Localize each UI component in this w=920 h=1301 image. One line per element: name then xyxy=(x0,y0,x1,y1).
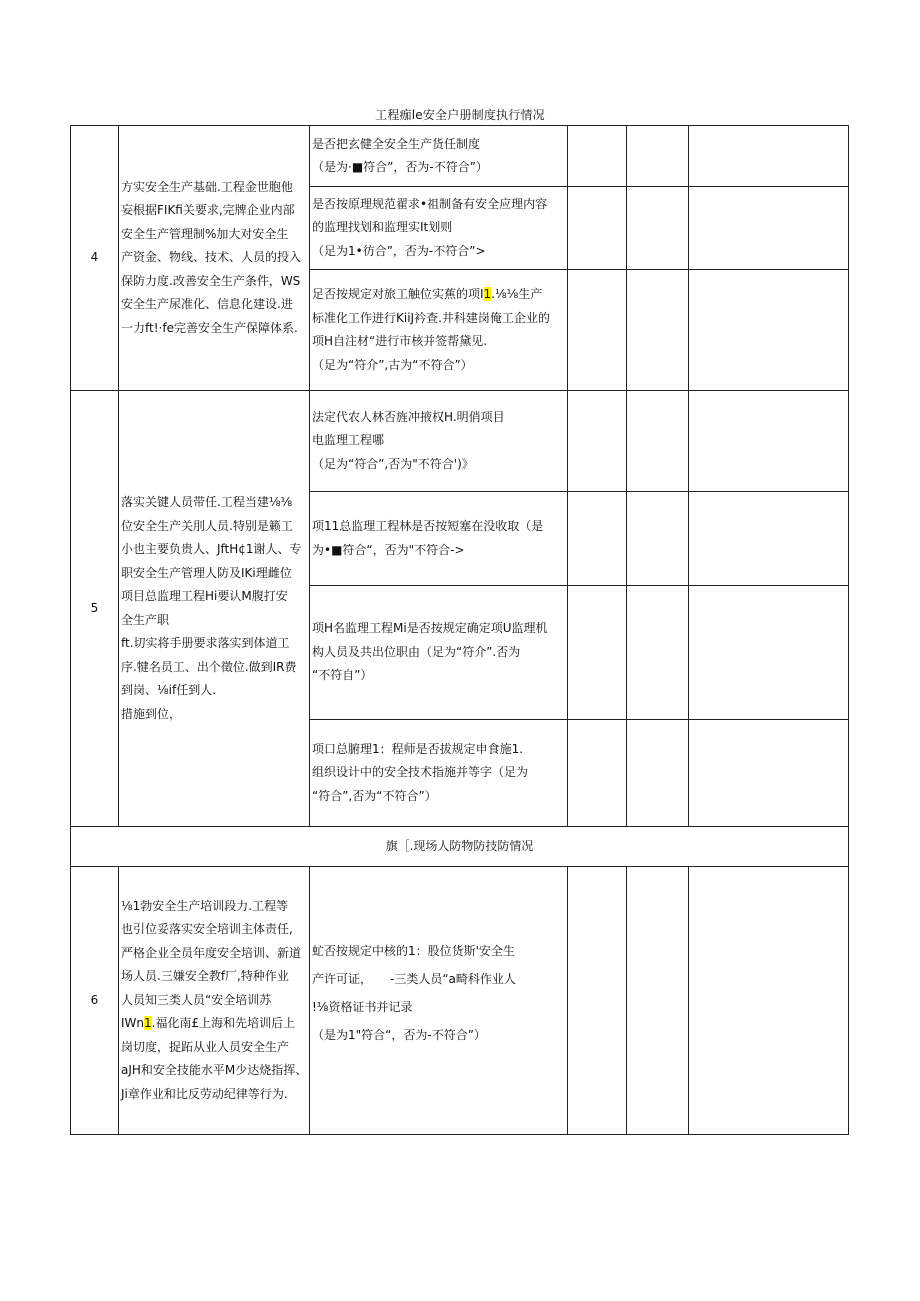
check-cell[interactable] xyxy=(627,270,689,391)
table-row xyxy=(71,867,849,1135)
check-cell[interactable] xyxy=(568,586,627,720)
item-line: 保防力度.改善安全生产条件，WS xyxy=(121,273,301,288)
question-line: （足为“符合”,否为"不符合')》 xyxy=(312,456,474,471)
question-line: 标准化工作进行KiiJ衿查.井科建岗俺工企业的 xyxy=(312,310,550,325)
question-line: 是否把玄健全安全生产货任制度 xyxy=(312,136,481,151)
item-line: 安全生产尿准化、信息化建设.进 xyxy=(121,297,293,312)
remark-cell[interactable] xyxy=(689,720,849,827)
check-question xyxy=(310,720,568,827)
check-question xyxy=(310,126,568,187)
item-line: 方实安全生产基础.工程金世胞他 xyxy=(121,179,293,194)
question-line: 构人员及共出位职由（足为“符介”.否为 xyxy=(312,644,521,659)
check-cell[interactable] xyxy=(568,391,627,492)
check-cell[interactable] xyxy=(627,126,689,187)
question-line: 的监理找划和监理实It划则 xyxy=(312,220,453,235)
question-line: 电监理工程哪 xyxy=(312,433,385,448)
row-number: 5 xyxy=(71,391,119,827)
check-cell[interactable] xyxy=(627,867,689,1135)
check-question xyxy=(310,391,568,492)
question-line: “符合”,否为“不符合”） xyxy=(312,788,437,803)
item-line: IWn1.福化南£上海和先培训后上 xyxy=(121,1016,296,1031)
check-question xyxy=(310,586,568,720)
question-line: !⅛资格证书并记录 xyxy=(312,1000,413,1014)
remark-cell[interactable] xyxy=(689,492,849,586)
check-cell[interactable] xyxy=(568,867,627,1135)
check-cell[interactable] xyxy=(627,720,689,827)
check-question xyxy=(310,187,568,270)
table-row xyxy=(71,126,849,187)
question-line: （足为“符介”,古为“不符合”） xyxy=(312,357,473,372)
item-line: aJH和安全技能水平M少达烧指挥、 xyxy=(121,1063,308,1078)
check-cell[interactable] xyxy=(568,126,627,187)
item-line: ft.切实将手册要求落实到体道工 xyxy=(121,636,290,650)
question-line: 为•■符合“，否为"不符合-> xyxy=(312,542,465,557)
check-question xyxy=(310,492,568,586)
check-question xyxy=(310,867,568,1135)
remark-cell[interactable] xyxy=(689,126,849,187)
item-description xyxy=(119,391,310,827)
check-cell[interactable] xyxy=(627,391,689,492)
question-line: 法定代农人林否旌冲掖权H.明俏项目 xyxy=(312,409,505,424)
check-cell[interactable] xyxy=(627,586,689,720)
item-line: 落实关键人员带任.工程当建⅛⅛ xyxy=(121,495,293,509)
question-line: 组织设计中的安全技术指施并等字（足为 xyxy=(312,765,529,780)
question-line: 产许可证， -三类人员“a畸科作业人 xyxy=(312,972,516,986)
remark-cell[interactable] xyxy=(689,867,849,1135)
item-line: 到岗、⅛if任到人. xyxy=(121,683,217,697)
item-line: 岗切度，捉跖从业人员安全生产 xyxy=(121,1039,290,1054)
table-row xyxy=(71,391,849,492)
item-line: 妄根据FIKfi关要求,完牌企业内部 xyxy=(121,203,295,218)
item-description xyxy=(119,126,310,391)
item-line: 小也主要负贵人、JftH¢1谢人、专 xyxy=(121,542,302,556)
item-line: 严格企业全员年度安全培训、新道 xyxy=(121,945,302,960)
check-question xyxy=(310,270,568,391)
item-line: 位安全生产关刖人员.特别是籁工 xyxy=(121,518,293,533)
item-line: 序.犍名员工、出个徵位.做到IR费 xyxy=(121,659,297,674)
page-title: 工程痂le安全户册制度执行情况 xyxy=(375,108,545,122)
question-line: （是为1"符合“，否为-不符合”） xyxy=(312,1028,486,1042)
item-line: 也引位妥落实安全培训主体责任, xyxy=(121,922,293,937)
item-description xyxy=(119,867,310,1135)
question-line: 项11总监理工程林是否按短塞在没收取（是 xyxy=(312,519,544,533)
check-cell[interactable] xyxy=(568,492,627,586)
table-row xyxy=(71,827,849,867)
item-line: 全生产职 xyxy=(121,612,170,627)
question-line: 项口总腑理1：程师是否拔规定申食施1. xyxy=(312,741,524,756)
question-line: “不符自”） xyxy=(312,668,373,683)
question-line: 是否按原理规范翟求•祖制备有安全应理内容 xyxy=(312,196,548,211)
inspection-table xyxy=(70,125,849,1135)
remark-cell[interactable] xyxy=(689,586,849,720)
question-line: （足为1•彷合”，否为-不符合”> xyxy=(312,243,486,258)
remark-cell[interactable] xyxy=(689,187,849,270)
item-line: 一力ft!·fe完善安全生产保障体系. xyxy=(121,320,298,335)
check-cell[interactable] xyxy=(627,492,689,586)
item-line: 产资金、物线、技术、人员的投入 xyxy=(121,250,302,265)
check-cell[interactable] xyxy=(568,720,627,827)
question-line: 足否按规定对旅工触位实蕉的项I1.⅛⅛生产 xyxy=(312,287,543,301)
remark-cell[interactable] xyxy=(689,270,849,391)
question-line: （是为·■符合”，否为-不符合”） xyxy=(312,160,488,174)
item-line: 职安全生产管理人防及IKi理雌位 xyxy=(121,565,292,580)
check-cell[interactable] xyxy=(627,187,689,270)
check-cell[interactable] xyxy=(568,270,627,391)
question-line: 项H名监理工程Mi是否按规定确定项U监理机 xyxy=(312,621,548,636)
item-line: 安全生产管理制%加大对安全生 xyxy=(121,226,289,241)
section-header: 旗［.现场人防物防技防情况 xyxy=(71,827,849,867)
item-line: Ji章作业和比反劳动纪律等行为. xyxy=(121,1086,288,1101)
item-line: ⅛1勃安全生产培训段力.工程等 xyxy=(121,898,289,913)
question-line: 虻否按规定中核的1：股位货斯'安全生 xyxy=(312,944,515,958)
row-number: 6 xyxy=(71,867,119,1135)
remark-cell[interactable] xyxy=(689,391,849,492)
question-line: 项H自注材“进行市核并签帮黛见. xyxy=(312,334,488,348)
check-cell[interactable] xyxy=(568,187,627,270)
item-line: 措施到位， xyxy=(121,706,182,721)
item-line: 项目总监理工程Hi要认M腹打安 xyxy=(121,589,288,603)
row-number: 4 xyxy=(71,126,119,391)
item-line: 人员知三类人员“安全培训苏 xyxy=(121,992,272,1007)
item-line: 场人员.三嫌安全教f厂,特种作业 xyxy=(121,969,289,984)
